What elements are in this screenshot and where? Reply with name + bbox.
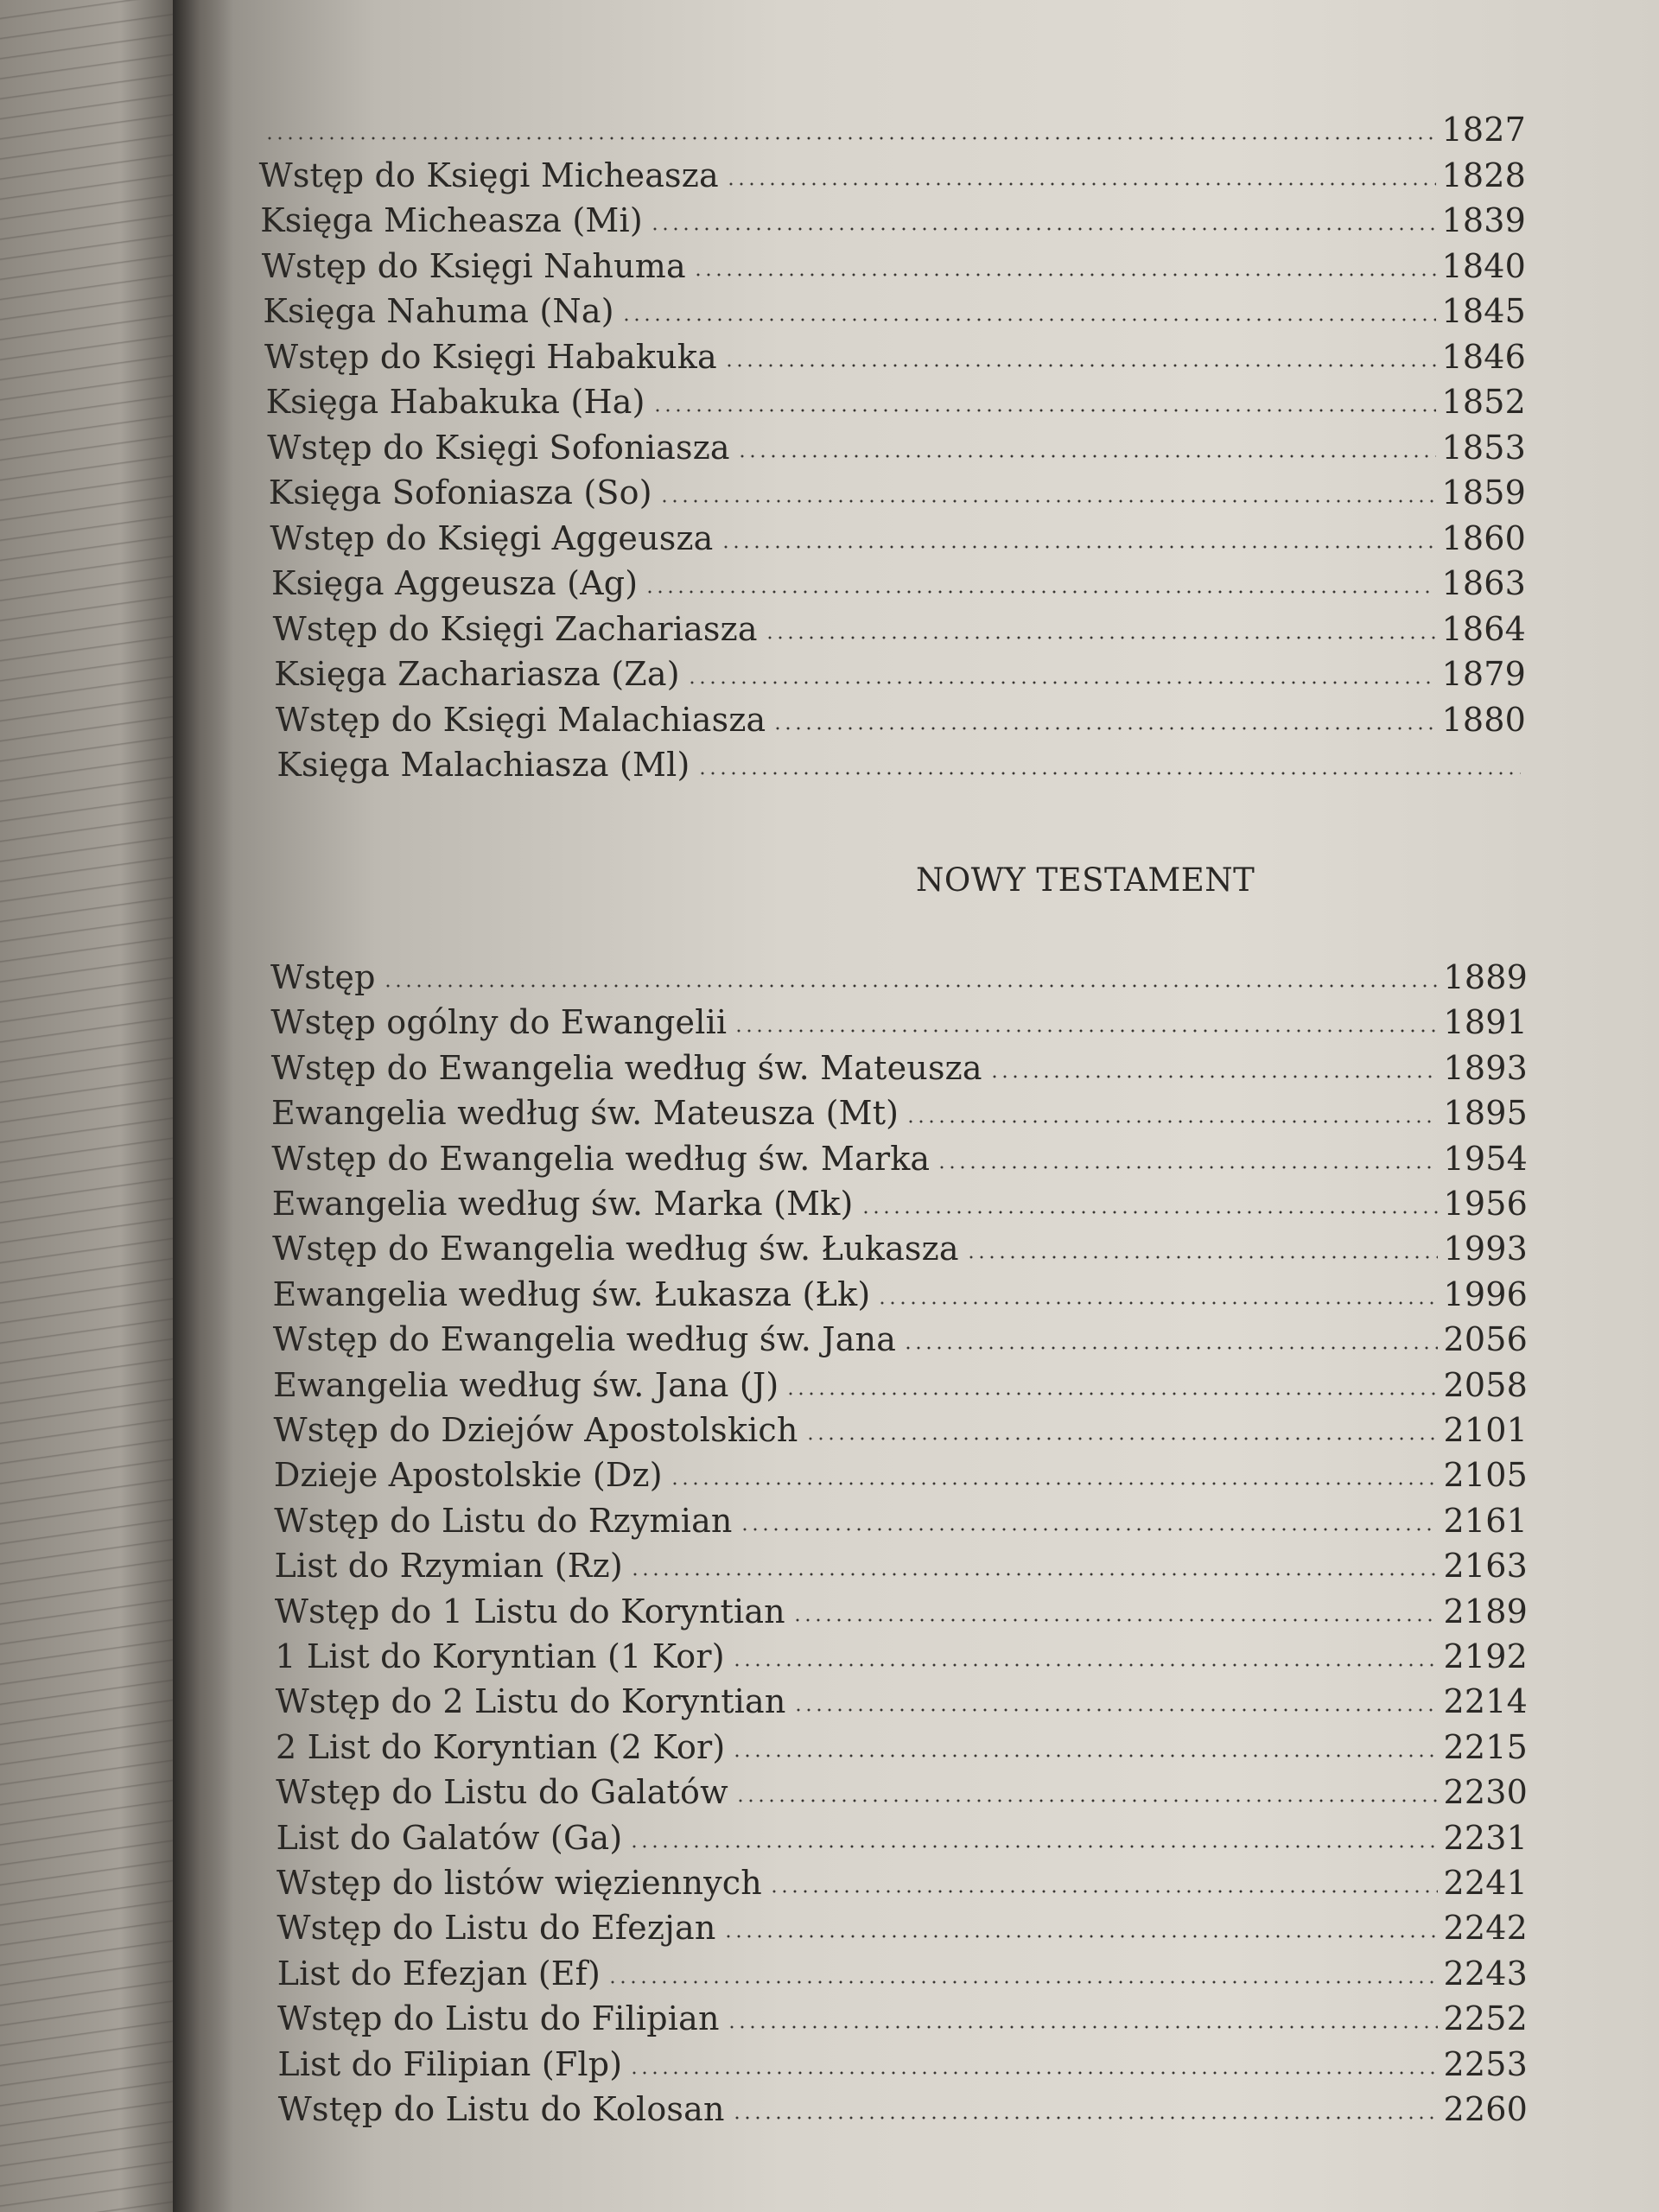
- dot-leader: [937, 1166, 1438, 1169]
- dot-leader: [621, 318, 1437, 321]
- entry-title: Księga Nahuma (Na): [263, 292, 614, 330]
- toc-entry: [275, 1589, 1528, 1630]
- dot-leader: [652, 409, 1437, 412]
- toc-entry: [277, 1996, 1528, 2037]
- toc-entry: [271, 1090, 1528, 1132]
- toc-entry: [259, 153, 1526, 194]
- dot-leader: [792, 1618, 1439, 1622]
- toc-entry: [272, 1181, 1528, 1223]
- entry-title: Wstęp do 2 Listu do Koryntian: [275, 1682, 786, 1721]
- entry-page-number: 2214: [1443, 1682, 1528, 1721]
- dot-leader: [732, 1663, 1439, 1667]
- dot-leader: [772, 727, 1436, 730]
- dot-leader: [732, 2116, 1439, 2120]
- dot-leader: [726, 182, 1437, 186]
- entry-title: Wstęp do Księgi Aggeusza: [270, 518, 714, 557]
- dot-leader: [724, 364, 1437, 367]
- entry-title: Wstęp do Ewangelia według św. Jana: [272, 1320, 897, 1359]
- toc-entry: [276, 697, 1526, 739]
- dot-leader: [659, 499, 1437, 503]
- entry-page-number: 2215: [1443, 1727, 1528, 1766]
- toc-entry: [277, 2042, 1528, 2083]
- entry-title: Ewangelia według św. Marka (Mk): [271, 1185, 854, 1223]
- entry-title: Ewangelia według św. Jana (J): [273, 1365, 779, 1404]
- entry-title: Księga Malachiasza (Ml): [276, 746, 690, 784]
- dot-leader: [877, 1301, 1438, 1305]
- entry-page-number: 2056: [1443, 1320, 1528, 1359]
- toc-entry: [263, 289, 1526, 330]
- dot-leader: [805, 1437, 1439, 1440]
- entry-page-number: 2231: [1443, 1818, 1528, 1857]
- entry-title: Wstęp do Listu do Efezjan: [276, 1909, 716, 1948]
- entry-title: List do Rzymian (Rz): [274, 1547, 623, 1586]
- entry-page-number: 2252: [1443, 1999, 1528, 2038]
- entry-page-number: 1846: [1441, 337, 1526, 376]
- contents-page: [200, 0, 1659, 2212]
- toc-entry: [271, 561, 1526, 602]
- dot-leader: [383, 984, 1439, 988]
- toc-entry: [257, 107, 1526, 149]
- entry-title: Wstęp do listów więziennych: [276, 1864, 762, 1902]
- entry-title: Wstęp do Ewangelia według św. Marka: [271, 1139, 931, 1178]
- dot-leader: [732, 1754, 1438, 1758]
- toc-entry: [270, 1000, 1528, 1041]
- entry-page-number: 1852: [1441, 383, 1526, 421]
- entry-page-number: 1879: [1441, 655, 1526, 693]
- dot-leader: [650, 227, 1437, 231]
- entry-title: Wstęp do Księgi Micheasza: [258, 156, 719, 194]
- dot-leader: [629, 2071, 1438, 2075]
- toc-entry: [271, 1046, 1528, 1087]
- entry-page-number: 2242: [1443, 1909, 1528, 1948]
- dot-leader: [906, 1120, 1438, 1123]
- entry-page-number: 2058: [1443, 1365, 1528, 1404]
- facing-page-edge: [0, 0, 200, 2212]
- entry-title: Wstęp do Księgi Nahuma: [261, 246, 686, 285]
- toc-entry: [276, 1860, 1528, 1902]
- entry-page-number: 1956: [1443, 1185, 1528, 1223]
- entry-title: Ewangelia według św. Łukasza (Łk): [272, 1274, 871, 1313]
- entry-page-number: 1828: [1441, 156, 1526, 194]
- toc-entry: [276, 1905, 1528, 1947]
- toc-entry: [272, 1272, 1528, 1313]
- dot-leader: [607, 1980, 1439, 1984]
- dot-leader: [727, 2025, 1439, 2029]
- dot-leader: [735, 1799, 1439, 1802]
- entry-title: Wstęp do Listu do Galatów: [276, 1773, 728, 1812]
- entry-title: Wstęp do 1 Listu do Koryntian: [274, 1592, 785, 1630]
- toc-entry: [277, 1951, 1528, 1993]
- dot-leader: [989, 1075, 1439, 1078]
- entry-title: Wstęp do Ewangelia według św. Mateusza: [270, 1048, 982, 1087]
- dot-leader: [793, 1708, 1439, 1712]
- toc-entry: [260, 198, 1526, 239]
- dot-leader: [785, 1392, 1438, 1395]
- dot-leader: [687, 681, 1437, 684]
- entry-title: Księga Aggeusza (Ag): [271, 564, 639, 602]
- toc-entry: [274, 1408, 1529, 1449]
- toc-entry: [266, 379, 1526, 421]
- dot-leader: [670, 1482, 1439, 1485]
- toc-entry: [273, 1363, 1528, 1404]
- entry-page-number: 1827: [1441, 111, 1526, 149]
- toc-entry: [270, 955, 1528, 996]
- entry-title: Wstęp do Księgi Malachiasza: [275, 700, 766, 739]
- toc-entry: [267, 425, 1526, 467]
- toc-entry: [275, 1543, 1528, 1585]
- entry-title: Ewangelia według św. Mateusza (Mt): [271, 1094, 899, 1133]
- entry-page-number: 1954: [1443, 1139, 1528, 1178]
- toc-entry: [274, 1452, 1528, 1494]
- entry-page-number: 2105: [1443, 1456, 1528, 1495]
- section-heading: NOWY TESTAMENT: [916, 861, 1255, 899]
- toc-entry: [276, 1815, 1528, 1857]
- dot-leader: [723, 1935, 1439, 1938]
- dot-leader: [629, 1845, 1438, 1848]
- entry-page-number: 1895: [1443, 1094, 1528, 1133]
- dot-leader: [737, 454, 1437, 458]
- entry-title: Wstęp: [270, 958, 376, 996]
- entry-title: Wstęp do Księgi Zachariasza: [272, 609, 758, 648]
- entry-title: Wstęp do Księgi Habakuka: [264, 337, 717, 376]
- entry-page-number: 1863: [1441, 564, 1526, 602]
- toc-entry: [269, 470, 1526, 512]
- toc-entry: [270, 516, 1526, 557]
- entry-page-number: 2241: [1443, 1864, 1528, 1902]
- dot-leader: [693, 273, 1437, 276]
- entry-title: List do Efezjan (Ef): [276, 1954, 601, 1993]
- entry-page-number: 2189: [1443, 1592, 1528, 1630]
- toc-entry: [264, 334, 1526, 376]
- toc-entry: [275, 1634, 1528, 1675]
- dot-leader: [697, 772, 1521, 775]
- entry-page-number: 1864: [1441, 609, 1526, 648]
- entry-page-number: 1839: [1441, 201, 1526, 239]
- book-gutter: [173, 0, 233, 2212]
- dot-leader: [769, 1890, 1439, 1893]
- dot-leader: [734, 1029, 1438, 1033]
- entry-page-number: 1889: [1443, 958, 1528, 996]
- entry-title: Wstęp ogólny do Ewangelii: [270, 1003, 728, 1042]
- toc-entry: [276, 1679, 1528, 1720]
- entry-title: Księga Micheasza (Mi): [260, 201, 643, 239]
- dot-leader: [740, 1528, 1439, 1531]
- toc-entry: [272, 1226, 1528, 1268]
- entry-title: Wstęp do Listu do Rzymian: [274, 1501, 733, 1540]
- entry-title: Księga Habakuka (Ha): [265, 383, 645, 421]
- entry-page-number: 1859: [1441, 474, 1526, 512]
- toc-entry: [273, 607, 1526, 648]
- toc-entry: [262, 244, 1526, 285]
- entry-title: Wstęp do Księgi Sofoniasza: [267, 428, 730, 467]
- entry-page-number: 2101: [1443, 1411, 1528, 1449]
- entry-title: Księga Zachariasza (Za): [274, 655, 680, 693]
- toc-entry: [274, 652, 1526, 693]
- dot-leader: [966, 1255, 1439, 1259]
- dot-leader: [903, 1346, 1438, 1350]
- toc-entry: [273, 1317, 1528, 1358]
- entry-title: Księga Sofoniasza (So): [268, 474, 652, 512]
- entry-page-number: 1996: [1443, 1274, 1528, 1313]
- entry-page-number: 1845: [1441, 292, 1526, 330]
- entry-title: Wstęp do Listu do Filipian: [277, 1999, 720, 2038]
- entry-page-number: 2243: [1443, 1954, 1528, 1993]
- entry-title: Dzieje Apostolskie (Dz): [273, 1456, 663, 1495]
- entry-page-number: 1880: [1441, 700, 1526, 739]
- entry-page-number: 1853: [1441, 428, 1526, 467]
- toc-entry: [276, 1725, 1528, 1766]
- dot-leader: [645, 590, 1436, 594]
- entry-page-number: 1993: [1443, 1230, 1528, 1268]
- entry-page-number: 1840: [1441, 246, 1526, 285]
- entry-page-number: 2163: [1443, 1547, 1528, 1586]
- entry-page-number: 2161: [1443, 1501, 1528, 1540]
- entry-title: Wstęp do Listu do Kolosan: [277, 2090, 725, 2128]
- entry-title: Wstęp do Ewangelia według św. Łukasza: [272, 1230, 959, 1268]
- dot-leader: [630, 1573, 1439, 1576]
- dot-leader: [765, 636, 1437, 639]
- entry-title: 1 List do Koryntian (1 Kor): [275, 1637, 725, 1675]
- entry-title: Wstęp do Dziejów Apostolskich: [273, 1411, 798, 1449]
- entry-title: List do Galatów (Ga): [276, 1818, 623, 1857]
- entry-page-number: 1860: [1441, 518, 1526, 557]
- entry-page-number: 2230: [1443, 1773, 1528, 1812]
- dot-leader: [721, 545, 1437, 549]
- toc-entry: [276, 1770, 1528, 1811]
- entry-title: List do Filipian (Flp): [277, 2044, 623, 2083]
- toc-entry: [274, 1498, 1528, 1540]
- entry-page-number: 2192: [1443, 1637, 1528, 1675]
- toc-entry: [271, 1136, 1528, 1178]
- entry-page-number: 2253: [1443, 2044, 1528, 2083]
- toc-entry: [276, 742, 1526, 784]
- entry-page-number: 1893: [1443, 1048, 1528, 1087]
- entry-page-number: 2260: [1443, 2090, 1528, 2128]
- dot-leader: [861, 1211, 1439, 1214]
- dot-leader: [264, 137, 1436, 140]
- toc-entry: [278, 2087, 1528, 2128]
- entry-page-number: 1891: [1443, 1003, 1528, 1042]
- entry-title: 2 List do Koryntian (2 Kor): [275, 1727, 726, 1766]
